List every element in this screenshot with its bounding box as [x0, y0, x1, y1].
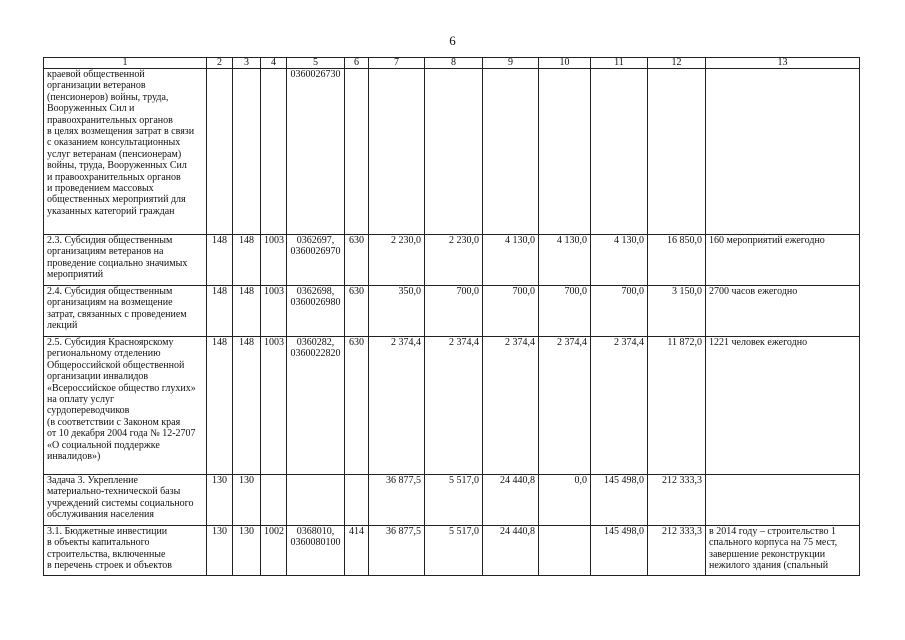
cell-col-3: 148	[233, 337, 261, 475]
cell-text-line: 2.5. Субсидия Красноярскому	[47, 337, 174, 348]
column-header-3: 3	[233, 58, 261, 69]
cell-col-8: 5 517,0	[425, 475, 483, 526]
cell-text-line: спального корпуса на 75 мест,	[709, 537, 838, 549]
cell-col-8	[425, 69, 483, 235]
column-header-10: 10	[539, 58, 591, 69]
cell-col-1	[44, 69, 207, 235]
cell-col-8: 700,0	[425, 286, 483, 337]
table-row	[44, 337, 860, 475]
cell-col-11: 4 130,0	[591, 235, 648, 286]
header-row	[44, 58, 860, 69]
cell-text-line: 0360080100	[290, 537, 341, 549]
cell-text-line: 0360026980	[290, 297, 341, 309]
column-header-7: 7	[369, 58, 425, 69]
column-header-2: 2	[207, 58, 233, 69]
cell-col-13	[706, 475, 860, 526]
cell-col-4: 1003	[261, 286, 287, 337]
column-header-12: 12	[648, 58, 706, 69]
cell-col-6: 630	[345, 286, 369, 337]
cell-col-11	[591, 69, 648, 235]
cell-col-13	[706, 337, 860, 475]
cell-text-line: организации инвалидов	[47, 371, 149, 383]
budget-table	[43, 57, 860, 576]
cell-col-10: 4 130,0	[539, 235, 591, 286]
cell-text-line: организации ветеранов	[47, 80, 146, 92]
cell-text-line: с оказанием консультационных	[47, 137, 181, 149]
cell-text-line: услуг ветеранам (пенсионерам)	[47, 148, 182, 160]
column-header-8: 8	[425, 58, 483, 69]
cell-text-line: 0360022820	[290, 348, 341, 360]
cell-text-line: 2.3. Субсидия общественным	[47, 235, 173, 246]
column-header-1: 1	[44, 58, 207, 69]
cell-col-4: 1003	[261, 337, 287, 475]
cell-col-4	[261, 69, 287, 235]
cell-col-3: 130	[233, 526, 261, 576]
cell-text-line: строительства, включенные	[47, 548, 166, 560]
cell-col-2	[207, 69, 233, 235]
cell-text-line: от 10 декабря 2004 года № 12-2707	[47, 428, 196, 440]
cell-text-line: сурдопереводчиков	[47, 405, 130, 417]
cell-col-10	[539, 69, 591, 235]
cell-text-line: 0360282,	[296, 337, 335, 348]
cell-col-5	[287, 286, 345, 337]
cell-text-line: 0368010,	[296, 526, 335, 537]
cell-col-7: 2 374,4	[369, 337, 425, 475]
cell-col-10	[539, 526, 591, 576]
cell-col-8: 2 374,4	[425, 337, 483, 475]
cell-text-line: затрат, связанных с проведением	[47, 308, 187, 320]
cell-col-2: 148	[207, 286, 233, 337]
cell-col-1	[44, 526, 207, 576]
cell-col-11: 145 498,0	[591, 475, 648, 526]
cell-text-line: 0362698,	[296, 286, 335, 297]
cell-col-9: 700,0	[483, 286, 539, 337]
cell-text-line: и проведением массовых	[47, 183, 154, 195]
column-header-6: 6	[345, 58, 369, 69]
cell-col-5	[287, 235, 345, 286]
cell-col-10: 0,0	[539, 475, 591, 526]
cell-col-12	[648, 69, 706, 235]
cell-text-line: «Всероссийское общество глухих»	[47, 382, 196, 394]
table-row	[44, 475, 860, 526]
column-header-9: 9	[483, 58, 539, 69]
cell-text-line: правоохранительных органов	[47, 114, 173, 126]
cell-col-9: 24 440,8	[483, 475, 539, 526]
cell-text-line: завершение реконструкции	[709, 548, 826, 560]
cell-text-line: организациям ветеранов на	[47, 246, 164, 258]
cell-col-13	[706, 69, 860, 235]
table-row	[44, 235, 860, 286]
cell-text-line: региональному отделению	[47, 348, 161, 360]
cell-col-1	[44, 475, 207, 526]
cell-col-6: 414	[345, 526, 369, 576]
cell-text-line: мероприятий	[47, 269, 104, 281]
cell-col-5	[287, 526, 345, 576]
column-header-13: 13	[706, 58, 860, 69]
cell-col-7	[369, 69, 425, 235]
cell-col-6: 630	[345, 337, 369, 475]
cell-text-line: Задача 3. Укрепление	[47, 475, 138, 486]
cell-text-line: на оплату услуг	[47, 394, 115, 406]
cell-col-8: 2 230,0	[425, 235, 483, 286]
cell-col-9: 24 440,8	[483, 526, 539, 576]
cell-col-2: 148	[207, 337, 233, 475]
cell-col-7: 36 877,5	[369, 526, 425, 576]
cell-text-line: 160 мероприятий ежегодно	[709, 235, 825, 246]
cell-col-13	[706, 526, 860, 576]
cell-col-5	[287, 475, 345, 526]
cell-text-line: в целях возмещения затрат в связи	[47, 126, 195, 138]
cell-text-line: общественных мероприятий для	[47, 194, 186, 206]
cell-col-3: 148	[233, 286, 261, 337]
cell-col-8: 5 517,0	[425, 526, 483, 576]
cell-col-11: 2 374,4	[591, 337, 648, 475]
cell-col-5	[287, 337, 345, 475]
cell-col-7: 350,0	[369, 286, 425, 337]
table-row	[44, 69, 860, 235]
cell-col-2: 148	[207, 235, 233, 286]
table-row	[44, 526, 860, 576]
cell-text-line: учреждений системы социального	[47, 497, 194, 509]
cell-text-line: нежилого здания (спальный	[709, 560, 829, 572]
cell-col-9: 2 374,4	[483, 337, 539, 475]
cell-text-line: войны, труда, Вооруженных Сил	[47, 160, 187, 172]
column-header-5: 5	[287, 58, 345, 69]
cell-col-12: 16 850,0	[648, 235, 706, 286]
cell-text-line: в перечень строек и объектов	[47, 560, 172, 572]
cell-col-10: 2 374,4	[539, 337, 591, 475]
cell-col-12: 212 333,3	[648, 475, 706, 526]
cell-col-1	[44, 286, 207, 337]
cell-col-2: 130	[207, 526, 233, 576]
cell-col-6	[345, 475, 369, 526]
cell-text-line: 3.1. Бюджетные инвестиции	[47, 526, 168, 537]
column-header-4: 4	[261, 58, 287, 69]
cell-col-11: 145 498,0	[591, 526, 648, 576]
cell-text-line: материально-технической базы	[47, 486, 181, 498]
cell-col-9	[483, 69, 539, 235]
cell-text-line: в 2014 году – строительство 1	[709, 526, 836, 537]
column-header-11: 11	[591, 58, 648, 69]
cell-text-line: инвалидов»)	[47, 451, 101, 463]
cell-col-11: 700,0	[591, 286, 648, 337]
cell-text-line: 2700 часов ежегодно	[709, 286, 798, 297]
cell-text-line: (пенсионеров) войны, труда,	[47, 91, 169, 103]
cell-col-4: 1003	[261, 235, 287, 286]
cell-col-4	[261, 475, 287, 526]
cell-text-line: и правоохранительных органов	[47, 171, 181, 183]
cell-col-1	[44, 337, 207, 475]
cell-text-line: лекций	[47, 320, 78, 332]
cell-col-9: 4 130,0	[483, 235, 539, 286]
cell-text-line: 0362697,	[296, 235, 335, 246]
cell-text-line: 0360026970	[290, 246, 341, 258]
cell-col-12: 11 872,0	[648, 337, 706, 475]
cell-text-line: 1221 человек ежегодно	[709, 337, 808, 348]
cell-text-line: Общероссийской общественной	[47, 359, 185, 371]
cell-text-line: (в соответствии с Законом края	[47, 416, 181, 428]
cell-col-3	[233, 69, 261, 235]
page-number: 6	[449, 33, 456, 48]
cell-col-6: 630	[345, 235, 369, 286]
table-row	[44, 286, 860, 337]
cell-text-line: «О социальной поддержке	[47, 439, 160, 451]
cell-text-line: проведение социально значимых	[47, 257, 188, 269]
cell-text-line: организациям на возмещение	[47, 297, 173, 309]
cell-col-13	[706, 235, 860, 286]
cell-col-7: 2 230,0	[369, 235, 425, 286]
cell-text-line: обслуживания населения	[47, 509, 154, 521]
cell-col-3: 148	[233, 235, 261, 286]
cell-col-3: 130	[233, 475, 261, 526]
cell-text-line: 0360026730	[290, 69, 341, 80]
cell-col-12: 212 333,3	[648, 526, 706, 576]
cell-col-13	[706, 286, 860, 337]
cell-col-4: 1002	[261, 526, 287, 576]
cell-text-line: 2.4. Субсидия общественным	[47, 286, 173, 297]
cell-col-2: 130	[207, 475, 233, 526]
cell-col-6	[345, 69, 369, 235]
cell-text-line: в объекты капитального	[47, 537, 150, 549]
cell-col-12: 3 150,0	[648, 286, 706, 337]
cell-col-7: 36 877,5	[369, 475, 425, 526]
cell-text-line: указанных категорий граждан	[47, 205, 175, 217]
cell-col-10: 700,0	[539, 286, 591, 337]
cell-text-line: краевой общественной	[47, 69, 145, 80]
cell-col-5	[287, 69, 345, 235]
cell-col-1	[44, 235, 207, 286]
cell-text-line: Вооруженных Сил и	[47, 103, 135, 115]
